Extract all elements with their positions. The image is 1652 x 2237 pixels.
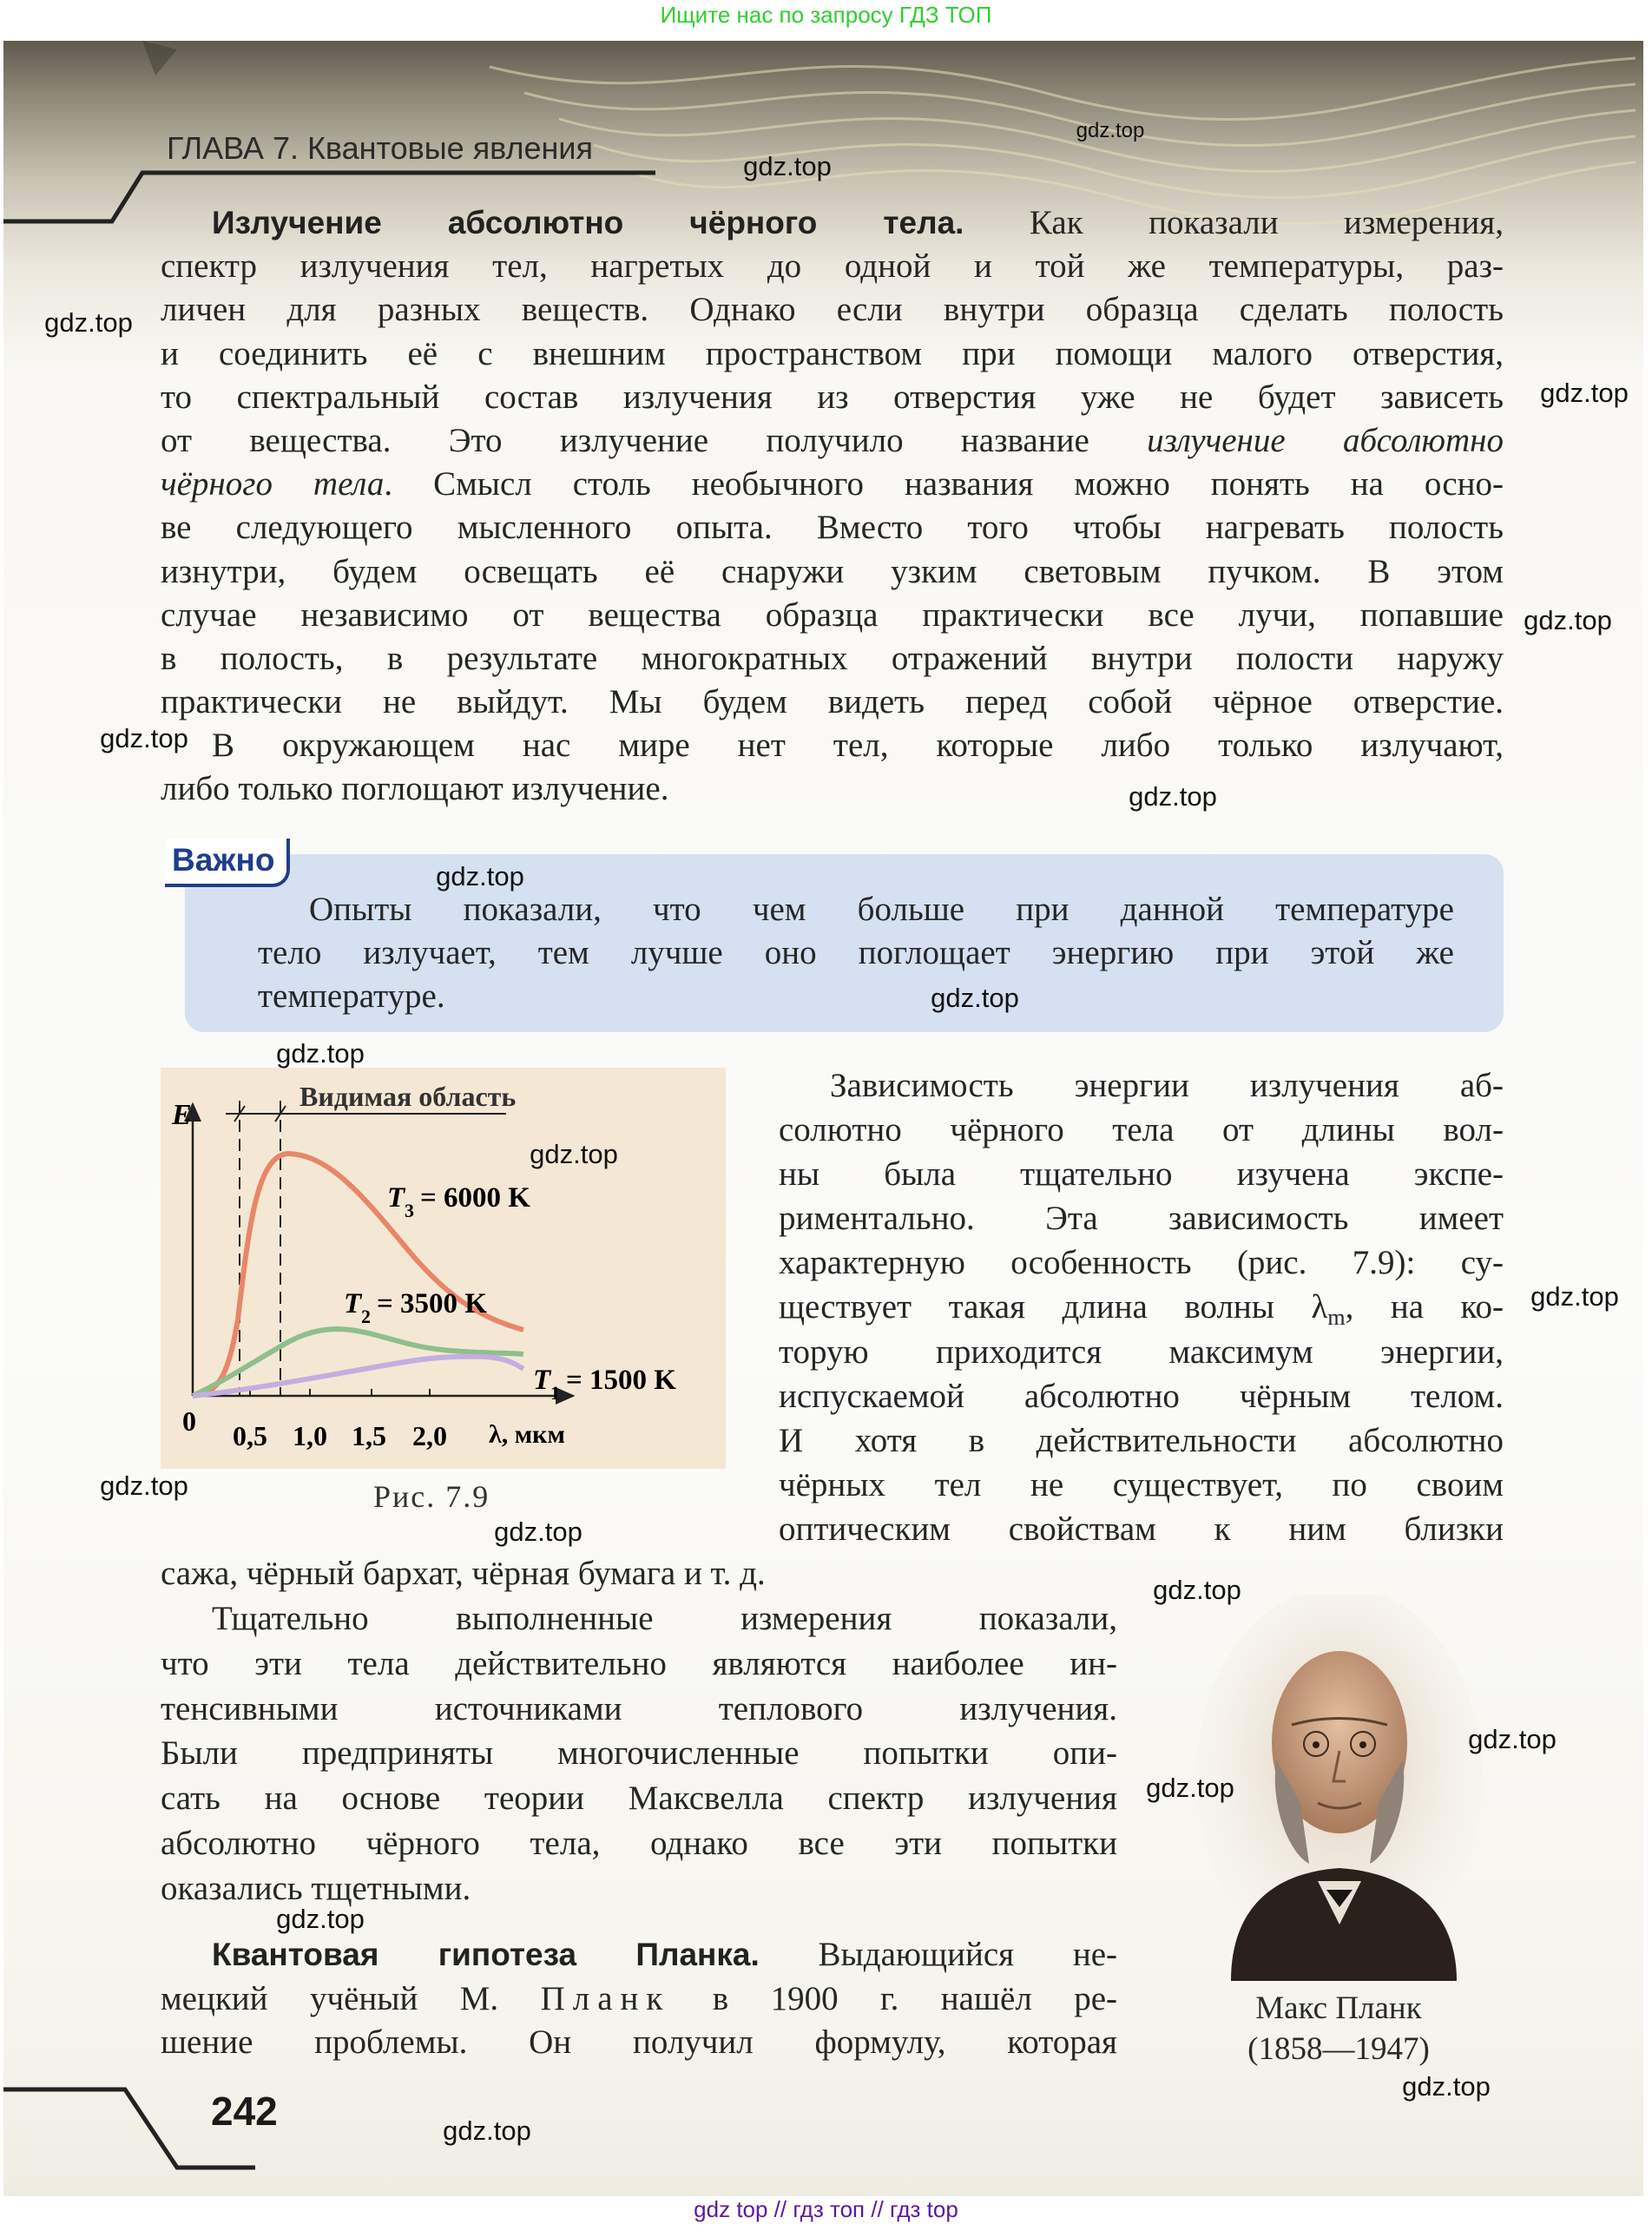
text-segment: тело излучает, тем лучше оно поглощает энергию при этой же (258, 934, 1454, 971)
curve-t1-1500k (193, 1357, 523, 1396)
y-axis-label: E (172, 1099, 192, 1131)
text-segment: Как показали измерения, (964, 204, 1504, 241)
watermark: gdz.top (1153, 1575, 1241, 1605)
paragraph-measurements (161, 1596, 1117, 1911)
portrait-years: (1858—1947) (1247, 2031, 1430, 2067)
text-line (779, 1063, 1504, 1108)
text-segment: сать на основе теории Максвелла спектр излучения (161, 1780, 1117, 1818)
text-segment: что эти тела действительно являются наиболее ин- (161, 1644, 1117, 1682)
watermark: gdz.top (100, 1470, 188, 1501)
text-segment: ве следующего мысленного опыта. Вместо того чтобы нагревать полость (161, 509, 1504, 547)
text-line (161, 2021, 1117, 2065)
portrait-caption (1208, 1988, 1469, 2069)
paragraph-right-column (779, 1063, 1504, 1551)
svg-text:1: 1 (550, 1382, 560, 1404)
text-segment: спектр излучения тел, нагретых до одной и той же температуры, раз- (161, 247, 1504, 286)
text-segment: абсолютно чёрного тела, однако все эти попытки (161, 1824, 1117, 1862)
svg-text:= 6000 K: = 6000 K (420, 1182, 530, 1214)
text-segment: чёрных тел не существует, по своим (779, 1465, 1504, 1503)
x-tick-label: 2,0 (412, 1420, 447, 1451)
watermark: gdz.top (1530, 1281, 1619, 1312)
top-banner: Ищите нас по запросу ГДЗ ТОП (660, 2, 992, 28)
text-line (779, 1374, 1504, 1418)
text-line (161, 1977, 1117, 2022)
watermark: gdz.top (1076, 119, 1145, 142)
svg-text:T: T (533, 1365, 551, 1396)
text-segment: оказались тщетными. (161, 1869, 471, 1907)
text-segment: практически не выйдут. Мы будем видеть перед собой чёрное отверстие. (161, 683, 1504, 721)
text-line (161, 1731, 1117, 1776)
bottom-banner: gdz top // гдз топ // гдз top (694, 2196, 958, 2222)
figure-caption: Рис. 7.9 (373, 1479, 490, 1514)
text-line (161, 1687, 1117, 1732)
text-segment: Зависимость энергии излучения аб- (830, 1067, 1504, 1104)
watermark: gdz.top (443, 2115, 531, 2146)
text-segment: изнутри, будем освещать её снаружи узким световым пучком. В этом (161, 552, 1504, 590)
text-segment: в 1900 г. нашёл ре- (670, 1979, 1117, 2017)
text-segment: . Смысл столь необычного названия можно понять на осно- (384, 465, 1504, 503)
text-segment: , на ко- (1345, 1288, 1504, 1326)
text-segment: риментально. Эта зависимость имеет (779, 1200, 1504, 1238)
text-line (161, 1821, 1117, 1866)
text-segment: Опыты показали, что чем больше при данной температуре (309, 891, 1454, 928)
text-segment: температуре. (258, 977, 445, 1015)
watermark: gdz.top (276, 1038, 365, 1069)
text-segment: случае независимо от вещества образца практически все лучи, попавшие (161, 595, 1504, 634)
text-line (779, 1418, 1504, 1463)
text-segment: тенсивными источниками теплового излучения. (161, 1689, 1117, 1727)
text-line (161, 1933, 1117, 1977)
italic-term: чёрного тела (161, 465, 385, 503)
text-segment: В окружающем нас мире нет тел, которые либо только излучают, (212, 727, 1504, 765)
text-segment: либо только поглощают излучение. (161, 770, 669, 808)
text-line (779, 1507, 1504, 1551)
x-axis-label: λ, мкм (489, 1420, 565, 1449)
watermark: gdz.top (100, 723, 188, 753)
text-segment: и соединить её с внешним пространством при помощи малого отверстия, (161, 334, 1504, 372)
text-line (779, 1240, 1504, 1285)
curve-label-t3 (387, 1182, 530, 1221)
svg-text:= 1500 K: = 1500 K (566, 1365, 676, 1396)
text-segment: личен для разных веществ. Однако если внутри образца сделать полость (161, 291, 1504, 329)
text-line (779, 1463, 1504, 1507)
text-segment: от вещества. Это излучение получило название (161, 421, 1148, 459)
italic-term: излучение абсолютно (1147, 421, 1504, 459)
text-segment: мецкий учёный М. (161, 1979, 541, 2017)
text-segment: характерную особенность (рис. 7.9): су- (779, 1244, 1504, 1282)
text-segment: ны была тщательно изучена экспе- (779, 1155, 1504, 1194)
text-segment: сажа, чёрный бархат, чёрная бумага и т. д. (161, 1555, 766, 1592)
watermark: gdz.top (530, 1139, 618, 1169)
watermark: gdz.top (1468, 1724, 1557, 1754)
text-segment: Были предприняты многочисленные попытки опи- (161, 1734, 1117, 1773)
svg-text:T: T (387, 1182, 405, 1214)
text-segment: ществует такая длина волны λ (779, 1288, 1328, 1326)
text-segment: шение проблемы. Он получил формулу, которая (161, 2023, 1117, 2061)
text-segment: солютно чёрного тела от длины вол- (779, 1111, 1504, 1149)
text-segment: то спектральный состав излучения из отверстия уже не будет зависеть (161, 378, 1504, 416)
text-segment: Выдающийся не- (759, 1936, 1117, 1973)
svg-text:T: T (344, 1288, 362, 1319)
text-line (161, 1776, 1117, 1821)
watermark: gdz.top (743, 151, 832, 181)
visible-region-label: Видимая область (299, 1081, 517, 1112)
text-segment: m (1327, 1305, 1346, 1331)
watermark: gdz.top (276, 1904, 365, 1934)
watermark: gdz.top (494, 1517, 582, 1547)
section-heading: Излучение абсолютно чёрного тела. (212, 205, 964, 240)
watermark: gdz.top (44, 307, 133, 338)
text-line (779, 1152, 1504, 1196)
text-segment: Тщательно выполненные измерения показали, (212, 1600, 1117, 1637)
curve-t2-3500k (193, 1329, 523, 1396)
watermark: gdz.top (1540, 378, 1629, 408)
text-line (779, 1330, 1504, 1374)
svg-text:3: 3 (405, 1200, 414, 1221)
x-tick-label: 1,5 (352, 1420, 386, 1451)
page-number: 242 (211, 2089, 278, 2134)
curve-label-t2 (344, 1288, 487, 1327)
origin-label: 0 (182, 1405, 196, 1437)
text-line (779, 1108, 1504, 1152)
important-label: Важно (165, 839, 290, 887)
watermark: gdz.top (1524, 605, 1612, 635)
paragraph-full-line (161, 1551, 1504, 1596)
svg-text:= 3500 K: = 3500 K (377, 1288, 487, 1319)
portrait-name: Макс Планк (1255, 1990, 1422, 2026)
text-segment: И хотя в действительности абсолютно (779, 1421, 1504, 1459)
text-segment: оптическим свойствам к ним близки (779, 1510, 1504, 1548)
text-segment: Планк (540, 1979, 671, 2017)
watermark: gdz.top (1402, 2071, 1491, 2102)
curve-label-t1 (533, 1365, 676, 1404)
x-tick-label: 1,0 (293, 1420, 327, 1451)
text-line (779, 1196, 1504, 1240)
watermark: gdz.top (1129, 781, 1217, 812)
text-segment: торую приходится максимум энергии, (779, 1332, 1504, 1371)
svg-text:2: 2 (361, 1306, 371, 1327)
x-tick-label: 0,5 (233, 1420, 267, 1451)
text-line (161, 1596, 1117, 1642)
section-heading: Квантовая гипотеза Планка. (212, 1937, 760, 1972)
watermark: gdz.top (1146, 1773, 1234, 1803)
text-segment: испускаемой абсолютно чёрным телом. (779, 1377, 1504, 1415)
chapter-title: ГЛАВА 7. Квантовые явления (167, 130, 593, 166)
paragraph-planck-hypothesis (161, 1933, 1117, 2065)
text-segment: в полость, в результате многократных отражений внутри полости наружу (161, 639, 1504, 677)
max-planck-portrait (1196, 1595, 1483, 1981)
watermark: gdz.top (436, 861, 524, 892)
text-line (779, 1285, 1504, 1329)
watermark: gdz.top (931, 983, 1019, 1013)
text-line (161, 1551, 1504, 1596)
text-line (161, 1642, 1117, 1687)
